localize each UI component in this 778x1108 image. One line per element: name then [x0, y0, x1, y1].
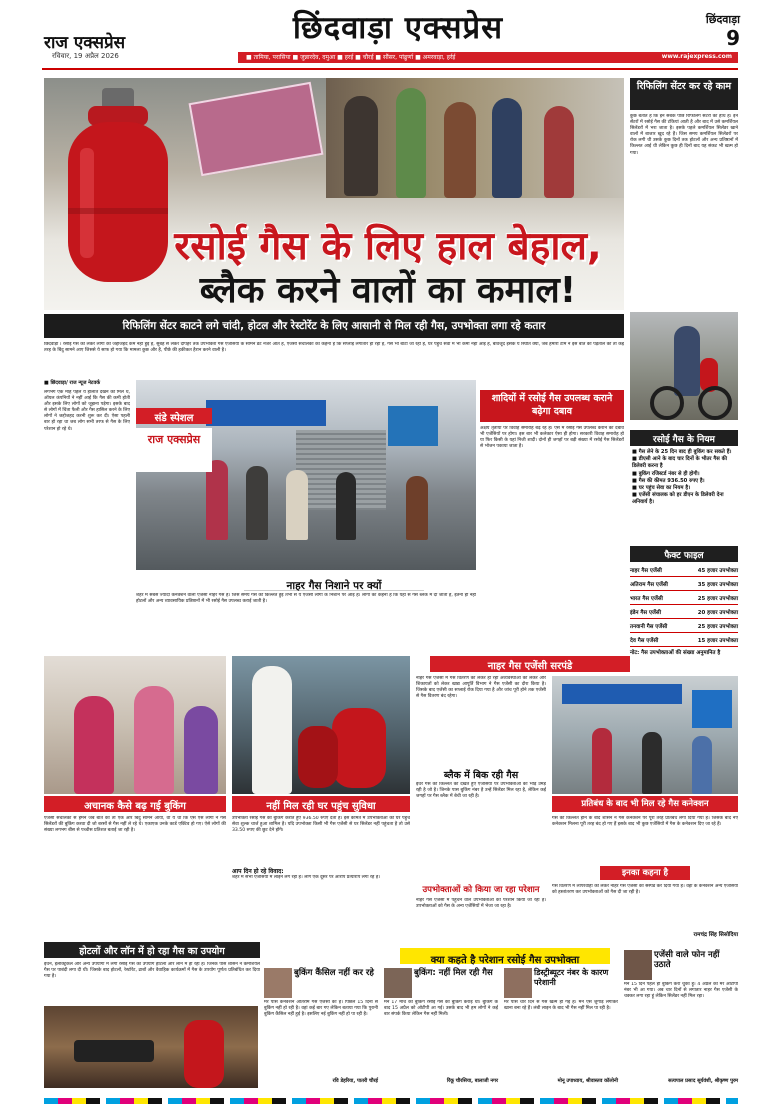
- consumer-quote-card: [264, 968, 378, 1090]
- shop-signboard: [206, 400, 326, 426]
- special-brand: [136, 428, 212, 472]
- weddings-body: अक्षय तृतीया पर विवाह समारोह बढ़ रहे हैं। ऐसे में रसोई गैस उपलब्ध कराने का दबाव भी एजेंसियों पर होगा। इस बार भी कलेक्टर ऐसा ही होगा। सरकारी विवाह समारोह हो या फिर किसी के यहां निजी शादी। दोनों ही जगहों पर बड़ी संख्या में रसोई गैस सिलेंडरों से भोजन पकाया जाता है।: [480, 426, 624, 450]
- person-silhouette: [336, 472, 356, 540]
- fact-name: देव गैस एजेंसी: [630, 637, 659, 644]
- quote-name: रिंकू चौरसिया, बालाजी नगर: [446, 1078, 498, 1084]
- home-delivery-photo: [232, 656, 410, 794]
- stove-image: [74, 1040, 154, 1062]
- cylinder-image: [332, 708, 386, 788]
- lead-intro: छिंदवाड़ा । रसोई गैस को लेकर लोगों की जद्दोजहद कम नहीं हुई है, सुबह से लेकर दोपहर तक उपभोक्ता गैस एजेंसियों के सामने डटे नजर आते हैं, एजेंसी संचालकों का कहना है कि सप्लाई लगातार हो रही है, गैस भी बांटी जा रही है, घर पहुंच सेवा में भी कमी नहीं आई है, बावजूद इसके ये स्थिति क्यों, जब हमारी टीम ने इस बात की पड़ताल की तो कई तरह के बिंदु सामने आए जिससे ये साफ हो गया कि मामला कुछ और है, पीछे की हकीकत हैरान करने वाली है।: [44, 342, 624, 354]
- person-silhouette: [286, 470, 308, 540]
- cylinder-image: [298, 726, 338, 788]
- rule-item: ■ एजेंसी संचालक को हर डीएन के डिलेवरी देना अनिवार्य है।: [632, 492, 724, 506]
- city-name: छिंदवाड़ा: [705, 13, 740, 26]
- fact-value: 35 हजार उपभोक्ता: [697, 581, 738, 588]
- home-delivery-body: उपभोक्ता रसोई गैस की बुकिंग कराते हुए 936.50 रुपए देता है। इस कीमत में उपभोक्ताओं को घर पहुंच सेवा शुल्क चार्ज हुआ शामिल है। यदि उपभोक्ता किसी भी गैस एजेंसी से घर सिलेंडर नहीं पहुंचता है तो उसे 33.50 रुपए की छूट देने होंगे।: [232, 816, 410, 834]
- fact-value: 15 हजार उपभोक्ता: [697, 637, 738, 644]
- currency-note-image: [189, 82, 324, 176]
- fact-value: 25 हजार उपभोक्ता: [697, 623, 738, 630]
- quote-name: मोनू उपाध्याय, श्रीवास्तव कॉलोनी: [557, 1078, 618, 1084]
- masthead: [0, 0, 778, 72]
- fact-name: तनवानी गैस एजेंसी: [630, 623, 668, 630]
- quote-avatar: [504, 968, 532, 998]
- region-strip-text: ■ तामिया, परासिया ■ जुन्नारदेव, दमुआ ■ हरई ■ चौरई ■ सौंसर, पांढुर्णा ■ अमरवाड़ा, हर्रई: [246, 54, 456, 61]
- nahar-question-body: शहर में सबसे ज्यादा कनेक्शन वाली एजेंसी नाहर गैस है। जिस समय गैस की किल्लत हुई तभी से ये एजेंसी लोगों के निशाने पर आई है। लोगों का कहना है कि यहां से गैस ब्लैक में दी जाती है, इतना ही नहीं होटलों और अन्य व्यावसायिक प्रतिष्ठानों में भी रसोई गैस उपलब्ध कराई जाती है।: [136, 593, 476, 605]
- connection-body: गैस की किल्लत होने के बाद शासन ने गैस कनेक्शन पर पूरी तरह प्रतिबंध लगा दिया गया है। जिसके बाद नए कनेक्शन मिलना पूरी तरह बंद हो गए हैं इसके बाद भी कुछ एजेंसियों में गैस के कनेक्शन दिए जा रहे हैं।: [552, 816, 738, 828]
- nahar-question-title: [244, 574, 424, 591]
- booking-photo: [44, 656, 226, 794]
- booking-title-text: अचानक कैसे बढ़ गई बुकिंग: [84, 801, 186, 812]
- booking-body: एजेंसी संचालकों से हमने जब बात की तो एक और बिंदु सामने आया, वो ये था कि ऐसे ऐसे लोगों ने गैस सिलेंडरों की बुकिंग करवा दी जो बरसों से गैस नहीं ले रहे थे। एकाएक उनके कार्ड एक्टिव हो गए। ऐसे लोगों की संख्या लगभग बीस से पच्चीस प्रतिशत बताई जा रही है।: [44, 816, 226, 834]
- region-strip: [238, 52, 738, 63]
- street-sign: [388, 406, 438, 446]
- lead-deck-text: रिफिलिंग सेंटर काटने लगे चांदी, होटल और रेस्टोरेंट के लिए आसानी से मिल रही गैस, उपभोक्ता लगा रहे कतार: [122, 320, 546, 332]
- harassment-body: नाहर गैस एजेंसी में पहुंचने वाले उपभोक्ताओं को परेशान किया जा रहा है। उपभोक्ताओं को गैस के अन्य एजेंसियों में भेजा जा रहा है।: [416, 898, 546, 910]
- weddings-title-text: शादियों में रसोई गैस उपलब्ध कराने बढ़ेगा दबाव: [491, 393, 613, 417]
- person-silhouette: [544, 106, 574, 198]
- disputes-body: शहर में सभी एजेंसियों में लाइनें लग रही हैं। लोग एक दूसरे पर आरोप प्रत्यारोप लगा रहे हैं।: [232, 875, 380, 880]
- shop-signboard: [562, 684, 682, 704]
- rule-item: ■ गैस की कीमत 936.50 रुपए है।: [632, 477, 705, 484]
- lead-headline-line1: रसोई गैस के लिए हाल बेहाल,: [174, 224, 602, 269]
- registration-marks: [44, 1098, 738, 1104]
- fact-name: भारत गैस एजेंसी: [630, 595, 663, 602]
- left-brand: राज एक्सप्रेस: [44, 33, 126, 53]
- rule-item: ■ घर पहुंच सेवा का नियम है।: [632, 485, 691, 492]
- nahar-question-title-text: नाहर गैस निशाने पर क्यों: [286, 580, 382, 592]
- black-market-body: इधर गैस की किल्लत को देखते हुए एजेंसियों पर उपभोक्ताओं की भीड़ उमड़ रही है जो है। जिनके पास बुकिंग नंबर है उन्हें सिलेंडर मिल रहा है, लेकिन कई जगहों पर गैस ब्लैक में बेची जा रही है।: [416, 782, 546, 800]
- fact-value: 20 हजार उपभोक्ता: [697, 609, 738, 616]
- motorbike-wheel: [698, 386, 732, 420]
- sidebar-title: [630, 78, 738, 110]
- fact-value: 45 हजार उपभोक्ता: [697, 567, 738, 574]
- special-tag: [136, 408, 212, 424]
- person-silhouette: [406, 476, 428, 540]
- booking-title: [44, 796, 226, 812]
- lead-photo: [44, 78, 624, 310]
- motorbike-wheel: [650, 386, 684, 420]
- consumers-banner: [400, 948, 610, 964]
- fact-name: इंडेन गैस एजेंसी: [630, 609, 661, 616]
- quote-body: मेरे पास चार दिन से गैस खत्म हो गई है। मैंने ऐसे जुगाड़ लगाकर खाना बना रहे हैं। लंबी लाइन के बाद भी गैस नहीं मिल पा रही है।: [504, 1000, 618, 1012]
- lead-deck: [44, 314, 624, 338]
- hotels-title: [44, 942, 260, 958]
- fact-row: [630, 591, 738, 605]
- sidebar-photo: [630, 312, 738, 420]
- fact-file-title-text: फैक्ट फाइल: [664, 551, 704, 561]
- rule-item: ■ बुकिंग रजिस्टर्ड नंबर से ही होगी।: [632, 470, 700, 477]
- rules-title-text: रसोई गैस के नियम: [653, 435, 715, 445]
- nahar-agency-body: नाहर गैस एजेंसी में गैस वितरण को लेकर हो रही अव्यवस्थाओं को लेकर और शिकायतों को लेकर खाद्य आपूर्ति विभाग ने गैस एजेंसी का दौरा किया है। जिसके बाद एजेंसी का सप्लाई रोक दिया गया है और जांच पूरी होने तक एजेंसी से गैस वितरण बंद रहेगा।: [416, 676, 546, 700]
- person-silhouette: [692, 736, 712, 794]
- harassment-subhead: उपभोक्ताओं को किया जा रहा परेशान: [422, 885, 540, 895]
- black-market-subhead: ब्लैक में बिक रही गैस: [443, 770, 519, 781]
- fact-name: अतिराम गैस एजेंसी: [630, 581, 668, 588]
- quote-body: मैंने 17 मार्च को बुकिंग रसोई गैस की बुकिंग कराई थी। बुकिंग के बाद 15 अप्रैल को ओटीपी आ गई। उसके बाद भी हम लोगों ने कई बार संपर्क किया लेकिन गैस नहीं मिली।: [384, 1000, 498, 1018]
- fact-file-table: [630, 563, 738, 660]
- connection-photo: [552, 676, 738, 794]
- special-brand-text: राज एक्सप्रेस: [147, 433, 201, 446]
- person-silhouette: [252, 666, 292, 794]
- person-silhouette: [444, 102, 476, 198]
- quote-name: सत्यपाल प्रसाद सूर्यवंशी, श्रीकृष्ण पुरम: [668, 1078, 738, 1084]
- byline: ■ छिंदवाड़ा/ राज न्यूज नेटवर्क: [44, 380, 101, 386]
- person-silhouette: [674, 326, 700, 396]
- quote-body: मेरे पास कनेक्शन अतिराम गैस एजेंसी का है। पिछले 15 दिनों से बुकिंग नहीं हो रही है। वहां कई बार गए लेकिन बताया गया कि पुरानी बुकिंग कैंसिल नहीं हुई है। इसलिए नई बुकिंग नहीं हो पा रही है।: [264, 1000, 378, 1018]
- person-silhouette: [246, 466, 268, 540]
- edition-date: रविवार, 19 अप्रैल 2026: [52, 52, 119, 60]
- quote-title: डिस्ट्रीब्यूटर नंबर के कारण परेशानी: [534, 968, 609, 987]
- consumer-quote-card: [504, 968, 618, 1090]
- cylinder-image: [184, 1020, 224, 1088]
- nahar-agency-title: [430, 656, 630, 672]
- person-silhouette: [592, 728, 612, 794]
- fact-note: नोट: गैस उपभोक्ताओं की संख्या अनुमानित है: [630, 650, 721, 656]
- shop-signboard: [692, 690, 732, 728]
- special-tag-text: संडे स्पेशल: [154, 413, 194, 424]
- quote-avatar: [624, 950, 652, 980]
- rules-list: [632, 449, 738, 543]
- page-number: 9: [726, 26, 740, 50]
- person-silhouette: [74, 696, 114, 794]
- statement-body: गैस वितरण में लापरवाही को लेकर नाहर गैस एजेंसी को सस्पेंड कर दिया गया है। वहां के कनेक्शन अन्य एजेंसियों को हस्तांतरण कर उपभोक्ताओं को गैस दी जा रही है।: [552, 884, 738, 896]
- hotels-title-text: होटलों और लॉन में हो रहा गैस का उपयोग: [79, 946, 225, 957]
- consumers-banner-text: क्या कहते है परेशान रसोई गैस उपभोक्ता: [430, 955, 580, 966]
- person-silhouette: [396, 88, 426, 198]
- quote-avatar: [264, 968, 292, 998]
- masthead-rule: [42, 68, 738, 70]
- home-delivery-title: [232, 796, 410, 812]
- nahar-agency-title-text: नाहर गैस एजेंसी सरपंडे: [487, 661, 573, 672]
- sidebar-body: कुछ बताते है कि इन सबके पीछे रिफिलिंग सेंटरों का हाथ है। इन सेंटरों में रसोई गैस की टंकियां आती है और बाद में उसे कमर्शियल सिलेंडरों में भरा जाता है। इसके पहले कमर्शियल सिलेंडर खाने वालों में बाजार खुद रहे हैं। जिस समय कमर्शियल सिलेंडरों पर रोक लगी थी उसके कुछ दिनों तक होटलों और अन्य प्रतिष्ठानों में किल्लत आई थी लेकिन कुछ ही दिनों बाद यह संकट भी खत्म हो गया।: [630, 114, 738, 156]
- person-silhouette: [642, 732, 662, 794]
- fact-name: नाहर गैस एजेंसी: [630, 567, 662, 574]
- hotels-photo: [44, 1006, 258, 1088]
- special-left-column: लगभग एक माह पहले ये हालात देखने को मिले थे, ऑयल कंपनियों ने नहीं आई कि गैस की कमी होती और इसके लिए लोगों को जूझना पड़ेगा। इसके बाद से लोगों में चिंता फैली और गैस हासिल करने के लिए लोगों ने जद्दोजहद करनी शुरू कर दी। ऐसा पहली बार हो रहा था जब लोग सभी तरफ से गैस के लिए परेशान हो रहे थे।: [44, 390, 130, 432]
- quote-avatar: [384, 968, 412, 998]
- fact-row: [630, 605, 738, 619]
- consumer-quote-card: [624, 950, 738, 1090]
- connection-title-text: प्रतिबंध के बाद भी मिल रहे गैस कनेक्शन: [581, 799, 709, 809]
- quote-name: रवि डेहरिया, पातरी चौरई: [332, 1078, 378, 1084]
- fact-row: [630, 619, 738, 633]
- connection-title: [552, 796, 738, 812]
- quote-body: मैंने 15 दिन पहले ही बुकिंग करा चुका हूं। 4 अप्रैल को मेरे ओटीपी नंबर भी आ गया। अब चार दिनों से लगातार नाहर गैस एजेंसी के चक्कर लगा रहा हूं लेकिन सिलेंडर नहीं मिल रहा।: [624, 982, 738, 1000]
- person-silhouette: [134, 686, 174, 794]
- quote-title: बुकिंग कैंसिल नहीं कर रहे: [294, 968, 374, 978]
- rule-item: ■ गैस लेने के 25 दिन बाद ही बुकिंग कर सकते हैं।: [632, 449, 732, 455]
- fact-row: [630, 577, 738, 591]
- statement-name: रामचंद्र सिंह सिसोदिया: [693, 932, 738, 938]
- statement-title-text: इनका कहना है: [621, 868, 668, 878]
- fact-file-title: [630, 546, 738, 562]
- weddings-title: [480, 390, 624, 422]
- quote-title: एजेंसी वाले फोन नहीं उठाते: [654, 950, 720, 970]
- disputes-subhead: आप दिन हो रहे विवाद:: [232, 868, 284, 875]
- rule-item: ■ डीएसी आने के बाद चार दिनों के भीतर गैस की डिलेवरी करना है: [632, 456, 727, 470]
- fact-row: [630, 633, 738, 647]
- fact-value: 25 हजार उपभोक्ता: [697, 595, 738, 602]
- rules-title: [630, 430, 738, 446]
- website-link[interactable]: www.rajexpress.com: [661, 53, 732, 60]
- home-delivery-title-text: नहीं मिल रही घर पहुंच सुविधा: [266, 801, 376, 812]
- person-silhouette: [206, 460, 228, 540]
- person-silhouette: [184, 706, 218, 794]
- hotels-body: ईंधन, इलेक्ट्रिकल और अन्य उपयोगों में लगी रसोई गैस का उपयोग होटलों और लॉन में हो रहा है। जिनके पास शासन ने कमर्शियल गैस पर पाबंदी लगा दी थी। जिसके बाद होटलों, रेस्टोरेंट, ढाबों और वैवाहिक कार्यक्रमों में गैस के उपयोग पूर्णतः प्रतिबंधित कर दिया गया है।: [44, 962, 260, 980]
- person-silhouette: [344, 96, 378, 196]
- lead-headline-line2: ब्लैक करने वालों का कमाल!: [199, 270, 577, 310]
- sidebar-title-text: रिफिलिंग सेंटर कर रहे काम: [636, 81, 732, 92]
- special-photo: [136, 380, 476, 570]
- person-silhouette: [492, 98, 522, 198]
- consumer-quote-card: [384, 968, 498, 1090]
- fact-row: [630, 563, 738, 577]
- statement-title: [600, 866, 690, 880]
- newspaper-title: छिंदवाड़ा एक्सप्रेस: [292, 10, 504, 46]
- quote-title: बुकिंग: नहीं मिल रही गैस: [414, 968, 493, 978]
